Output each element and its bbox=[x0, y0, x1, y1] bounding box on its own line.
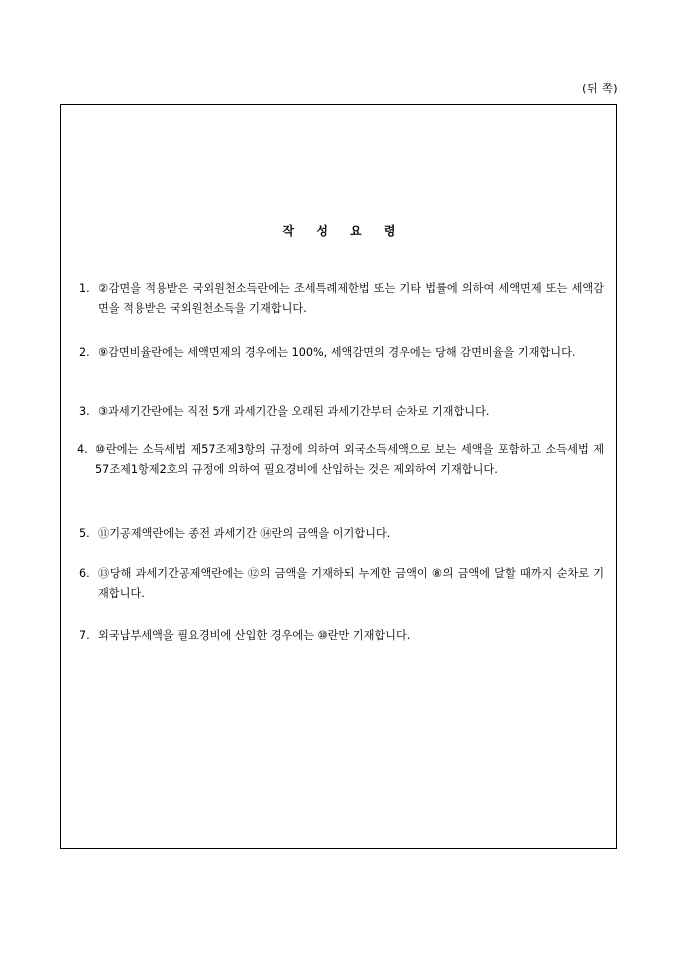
instruction-item-3 bbox=[79, 402, 604, 422]
instruction-text: ⑩란에는 소득세법 제57조제3항의 규정에 의하여 외국소득세액으로 보는 세액을 포함하고 소득세법 제57조제1항제2호의 규정에 의하여 필요경비에 산입하는 것은 제외하여 기재합니다. bbox=[95, 443, 604, 476]
instruction-text: ③과세기간란에는 직전 5개 과세기간을 오래된 과세기간부터 순차로 기재합니다. bbox=[98, 405, 490, 418]
instruction-text: 외국납부세액을 필요경비에 산입한 경우에는 ⑩란만 기재합니다. bbox=[98, 629, 411, 642]
instruction-text: ②감면을 적용받은 국외원천소득란에는 조세특례제한법 또는 기타 법률에 의하여 세액면제 또는 세액감면을 적용받은 국외원천소득을 기재합니다. bbox=[98, 282, 604, 315]
instruction-number: 3. bbox=[79, 405, 90, 418]
instruction-number: 2. bbox=[79, 346, 90, 359]
instruction-item-6 bbox=[79, 564, 604, 604]
document-title: 작 성 요 령 bbox=[282, 224, 405, 238]
instruction-item-2 bbox=[79, 343, 604, 363]
instruction-number: 1. bbox=[79, 282, 90, 295]
instructions-box bbox=[60, 104, 617, 849]
instruction-text: ⑬당해 과세기간공제액란에는 ⑫의 금액을 기재하되 누계한 금액이 ⑧의 금액에 달할 때까지 순차로 기재합니다. bbox=[98, 567, 604, 600]
instruction-number: 5. bbox=[79, 527, 90, 540]
instruction-item-7 bbox=[79, 626, 604, 646]
instruction-item-1 bbox=[79, 279, 604, 319]
instruction-item-5 bbox=[79, 524, 604, 544]
instruction-number: 7. bbox=[79, 629, 90, 642]
instruction-number: 6. bbox=[79, 567, 90, 580]
instruction-text: ⑪기공제액란에는 종전 과세기간 ⑭란의 금액을 이기합니다. bbox=[98, 527, 391, 540]
page-side-label: (뒤 쪽) bbox=[582, 82, 618, 95]
instruction-text: ⑨감면비율란에는 세액면제의 경우에는 100%, 세액감면의 경우에는 당해 감면비율을 기재합니다. bbox=[98, 346, 576, 359]
instruction-item-4 bbox=[79, 440, 604, 480]
instruction-number: 4. bbox=[77, 443, 88, 456]
